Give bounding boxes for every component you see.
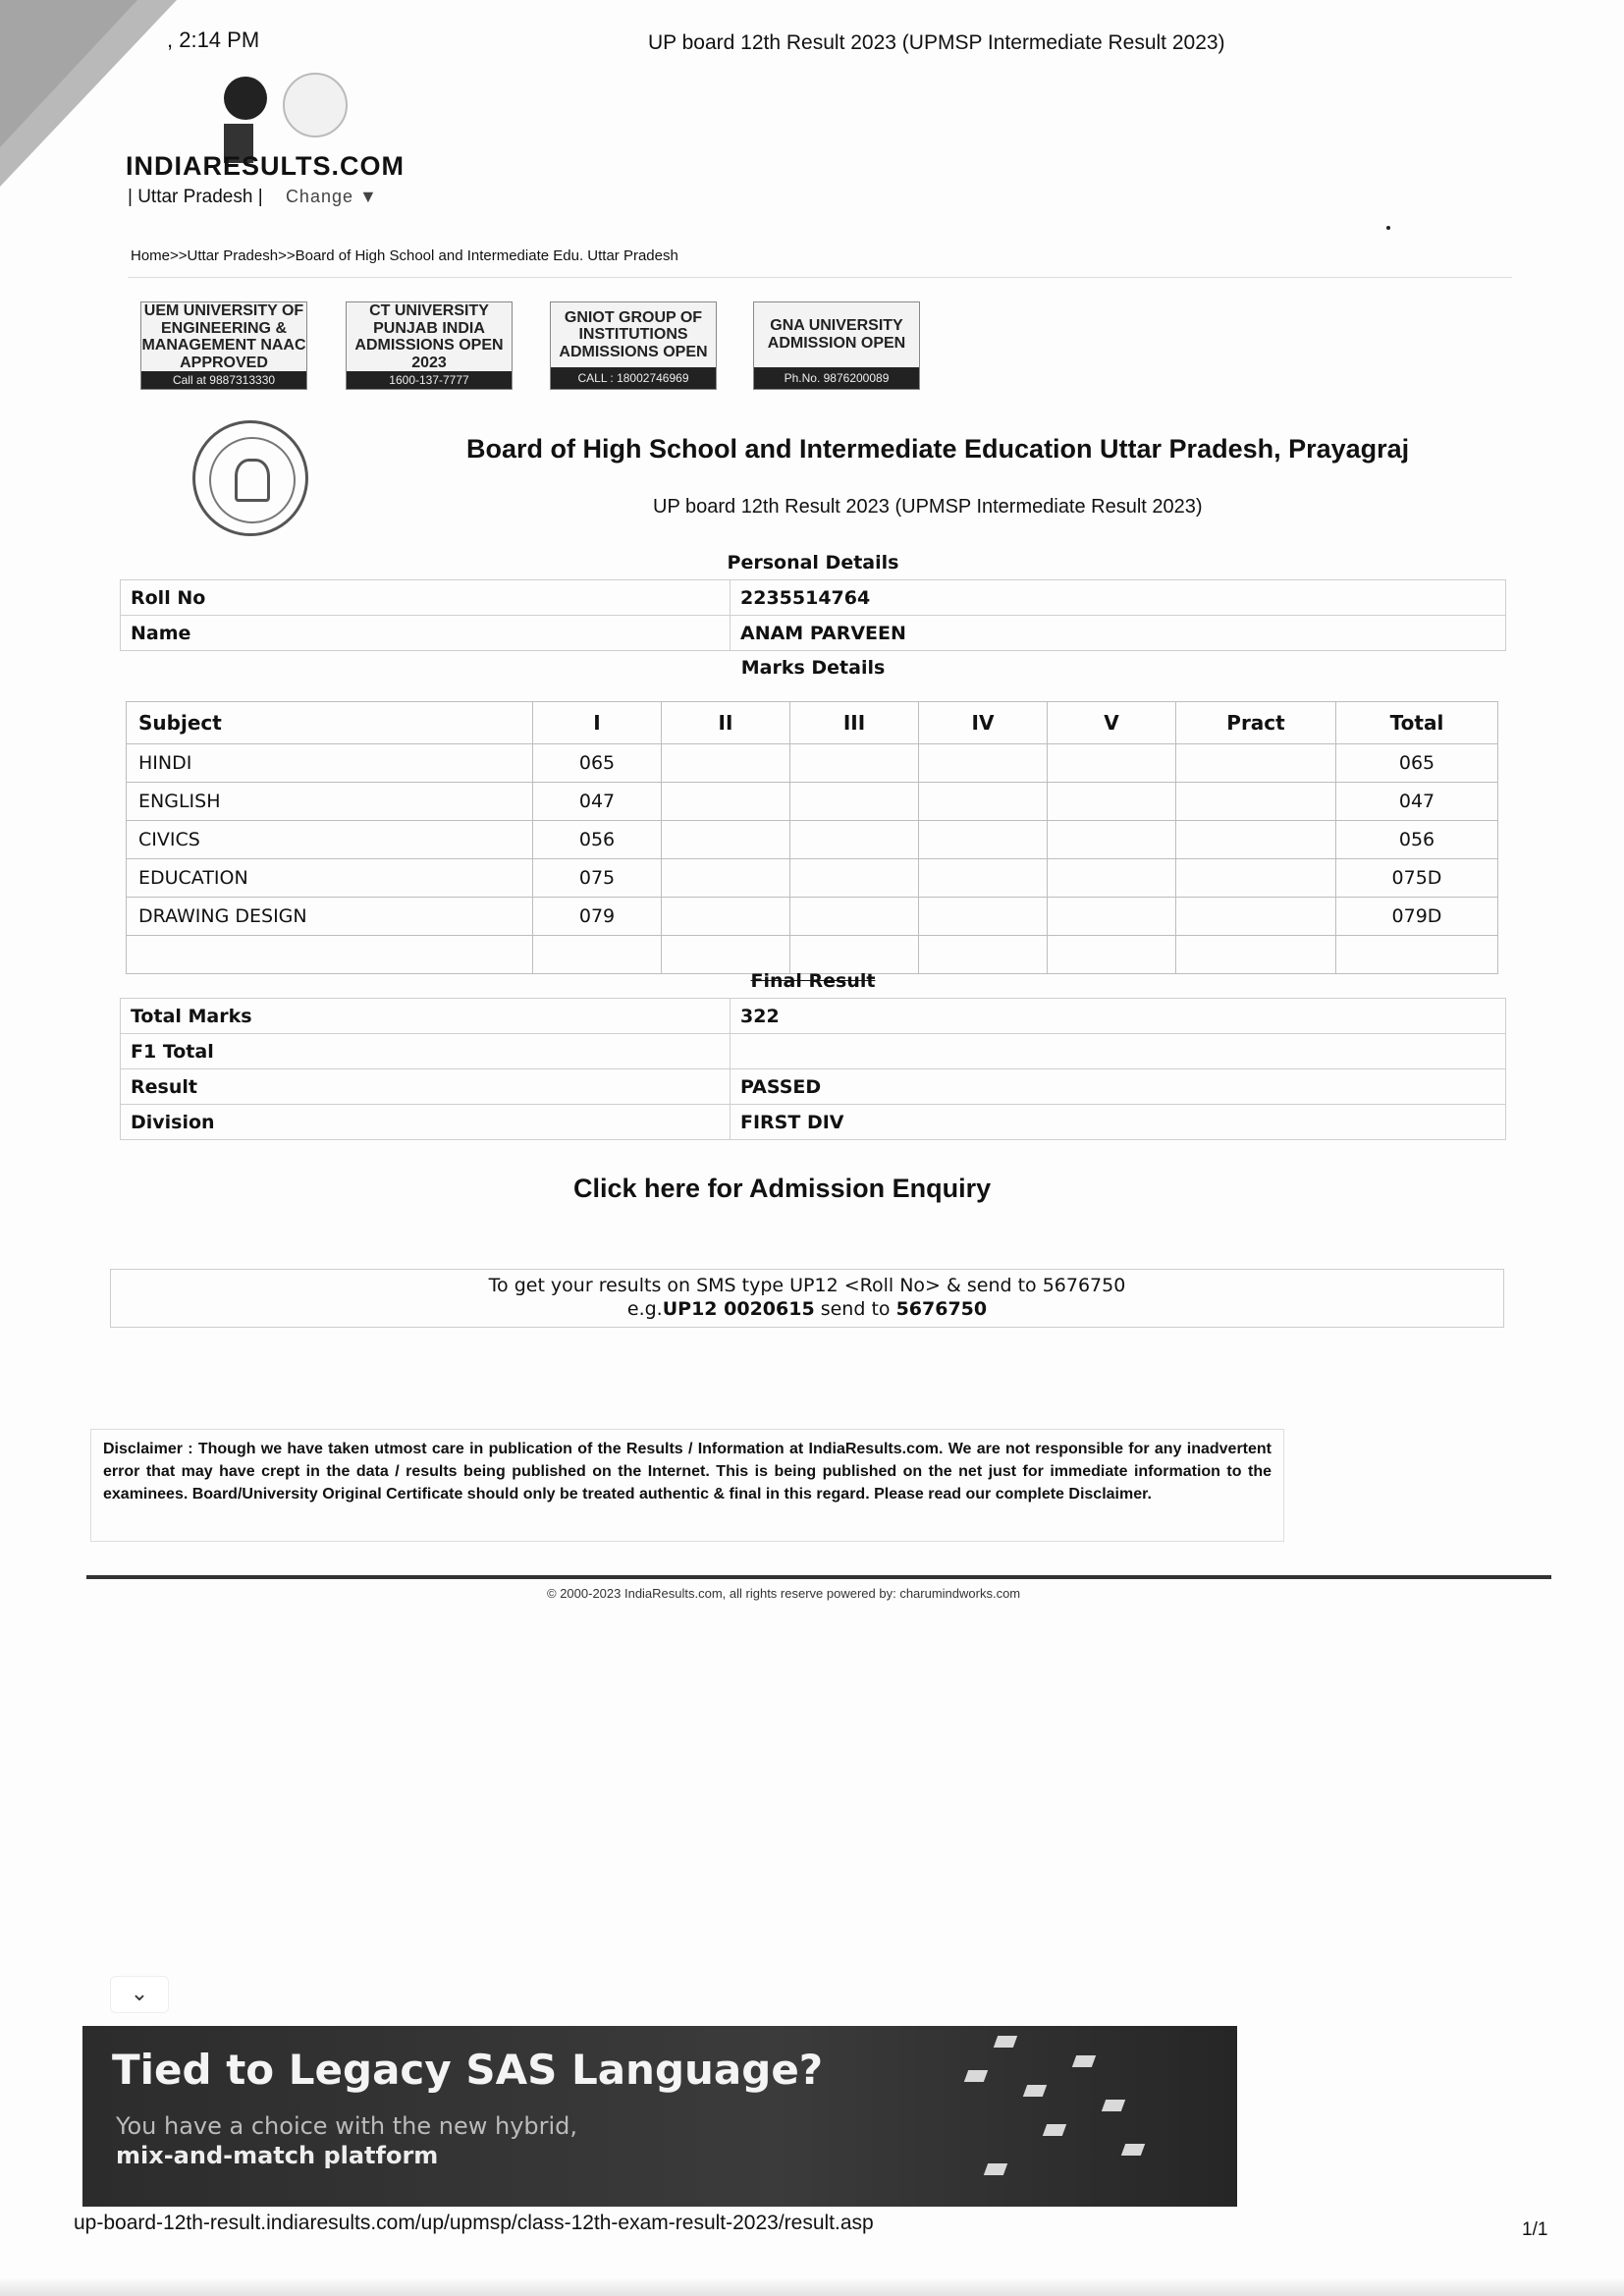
banner-line-2: mix-and-match platform (116, 2142, 439, 2169)
f1-total-label: F1 Total (121, 1034, 731, 1069)
division-label: Division (121, 1105, 731, 1140)
stray-dot (1386, 226, 1390, 230)
col-i: I (533, 702, 662, 744)
ad-gna-text: GNA UNIVERSITY ADMISSION OPEN (767, 317, 906, 352)
ad-gniot-phone: CALL : 18002746969 (551, 367, 716, 389)
mark-i-cell: 047 (533, 783, 662, 821)
ad-uem-text: UEM UNIVERSITY OF ENGINEERING & MANAGEMENT NAAC APPROVED (141, 302, 306, 371)
division-value: FIRST DIV (731, 1105, 1506, 1140)
ad-gna-university[interactable] (753, 301, 920, 390)
mark-i-cell: 056 (533, 821, 662, 859)
table-row (127, 859, 1498, 898)
board-seal-icon (192, 420, 308, 536)
final-result-table (120, 964, 1506, 1140)
sms-info-box (110, 1269, 1504, 1328)
col-pract: Pract (1176, 702, 1336, 744)
name-value: ANAM PARVEEN (731, 616, 1506, 651)
ad-ct-text: CT UNIVERSITY PUNJAB INDIA ADMISSIONS OPEN 2023 (354, 302, 504, 371)
table-row (127, 898, 1498, 936)
marks-table (126, 701, 1498, 974)
total-cell: 065 (1336, 744, 1498, 783)
subject-cell: EDUCATION (127, 859, 533, 898)
disclaimer-box (90, 1429, 1284, 1542)
table-row (127, 783, 1498, 821)
marks-details-heading: Marks Details (740, 657, 886, 679)
print-title: UP board 12th Result 2023 (UPMSP Intermediate Result 2023) (648, 31, 1225, 54)
personal-details-table (120, 546, 1506, 684)
ad-uem-phone: Call at 9887313330 (141, 371, 306, 389)
result-value: PASSED (731, 1069, 1506, 1105)
table-row (127, 744, 1498, 783)
col-iv: IV (919, 702, 1048, 744)
col-subject: Subject (127, 702, 533, 744)
subject-cell: ENGLISH (127, 783, 533, 821)
state-selector (128, 187, 378, 208)
board-title: Board of High School and Intermediate Education Uttar Pradesh, Prayagraj (466, 434, 1410, 464)
personal-details-heading: Personal Details (727, 552, 899, 574)
ad-gniot[interactable] (550, 301, 717, 390)
total-marks-value: 322 (731, 999, 1506, 1034)
admission-enquiry-link[interactable]: Click here for Admission Enquiry (573, 1174, 992, 1203)
mark-i-cell: 075 (533, 859, 662, 898)
disclaimer-text: Disclaimer : Though we have taken utmost care in publication of the Results / Information at IndiaResults.com. We are not responsible for any inadvertent error that may have crept in the data / results being published on the Internet. This is being published on the net just for immediate information to the examinees. Board/University Original Certificate should only be treated authentic & final in this regard. Please read our complete (103, 1441, 1272, 1503)
col-iii: III (790, 702, 919, 744)
up-map-icon (283, 73, 348, 137)
final-result-heading: Final Result (750, 970, 876, 992)
copyright-text: © 2000-2023 IndiaResults.com, all rights reserve powered by: charumindworks.com (547, 1586, 1021, 1601)
col-ii: II (662, 702, 790, 744)
paper-edge (0, 2276, 1624, 2296)
breadcrumb[interactable]: Home>>Uttar Pradesh>>Board of High School and Intermediate Edu. Uttar Pradesh (131, 247, 678, 264)
col-total: Total (1336, 702, 1498, 744)
subject-cell: CIVICS (127, 821, 533, 859)
total-marks-label: Total Marks (121, 999, 731, 1034)
banner-headline: Tied to Legacy SAS Language? (112, 2046, 824, 2094)
logo-text: INDIARESULTS.COM (126, 151, 405, 181)
ad-banner[interactable] (82, 2026, 1237, 2207)
subject-cell: HINDI (127, 744, 533, 783)
disclaimer-link[interactable]: Disclaimer. (1068, 1486, 1152, 1503)
ad-ct-university[interactable] (346, 301, 513, 390)
chevron-down-icon[interactable]: ⌄ (110, 1976, 169, 2013)
col-v: V (1048, 702, 1176, 744)
ad-gna-phone: Ph.No. 9876200089 (754, 367, 919, 389)
roll-no-label: Roll No (121, 580, 731, 616)
roll-no-value: 2235514764 (731, 580, 1506, 616)
total-cell: 047 (1336, 783, 1498, 821)
result-label: Result (121, 1069, 731, 1105)
banner-line-1: You have a choice with the new hybrid, (116, 2112, 578, 2140)
name-label: Name (121, 616, 731, 651)
table-row (127, 821, 1498, 859)
mark-i-cell: 079 (533, 898, 662, 936)
ad-gniot-text: GNIOT GROUP OF INSTITUTIONS ADMISSIONS OPEN (559, 308, 708, 360)
change-state-link[interactable]: Change ▼ (285, 187, 378, 206)
f1-total-value (731, 1034, 1506, 1069)
total-cell: 079D (1336, 898, 1498, 936)
folded-page-corner-shadow (0, 0, 137, 147)
logo-i-dot-icon (224, 77, 267, 120)
mark-i-cell: 065 (533, 744, 662, 783)
print-url: up-board-12th-result.indiaresults.com/up/upmsp/class-12th-exam-result-2023/result.asp (74, 2212, 874, 2234)
footer-divider (86, 1575, 1551, 1579)
total-cell: 056 (1336, 821, 1498, 859)
total-cell: 075D (1336, 859, 1498, 898)
board-subtitle: UP board 12th Result 2023 (UPMSP Intermediate Result 2023) (653, 496, 1203, 518)
ad-ct-phone: 1600-137-7777 (347, 371, 512, 389)
sms-example: e.g.UP12 0020615 send to 5676750 (626, 1298, 988, 1320)
divider (128, 277, 1512, 278)
print-time: , 2:14 PM (167, 27, 260, 52)
ad-uem[interactable] (140, 301, 307, 390)
state-name: | Uttar Pradesh | (128, 187, 263, 207)
subject-cell: DRAWING DESIGN (127, 898, 533, 936)
page-number: 1/1 (1522, 2219, 1548, 2240)
sms-instruction: To get your results on SMS type UP12 <Roll No> & send to 5676750 (488, 1275, 1126, 1296)
